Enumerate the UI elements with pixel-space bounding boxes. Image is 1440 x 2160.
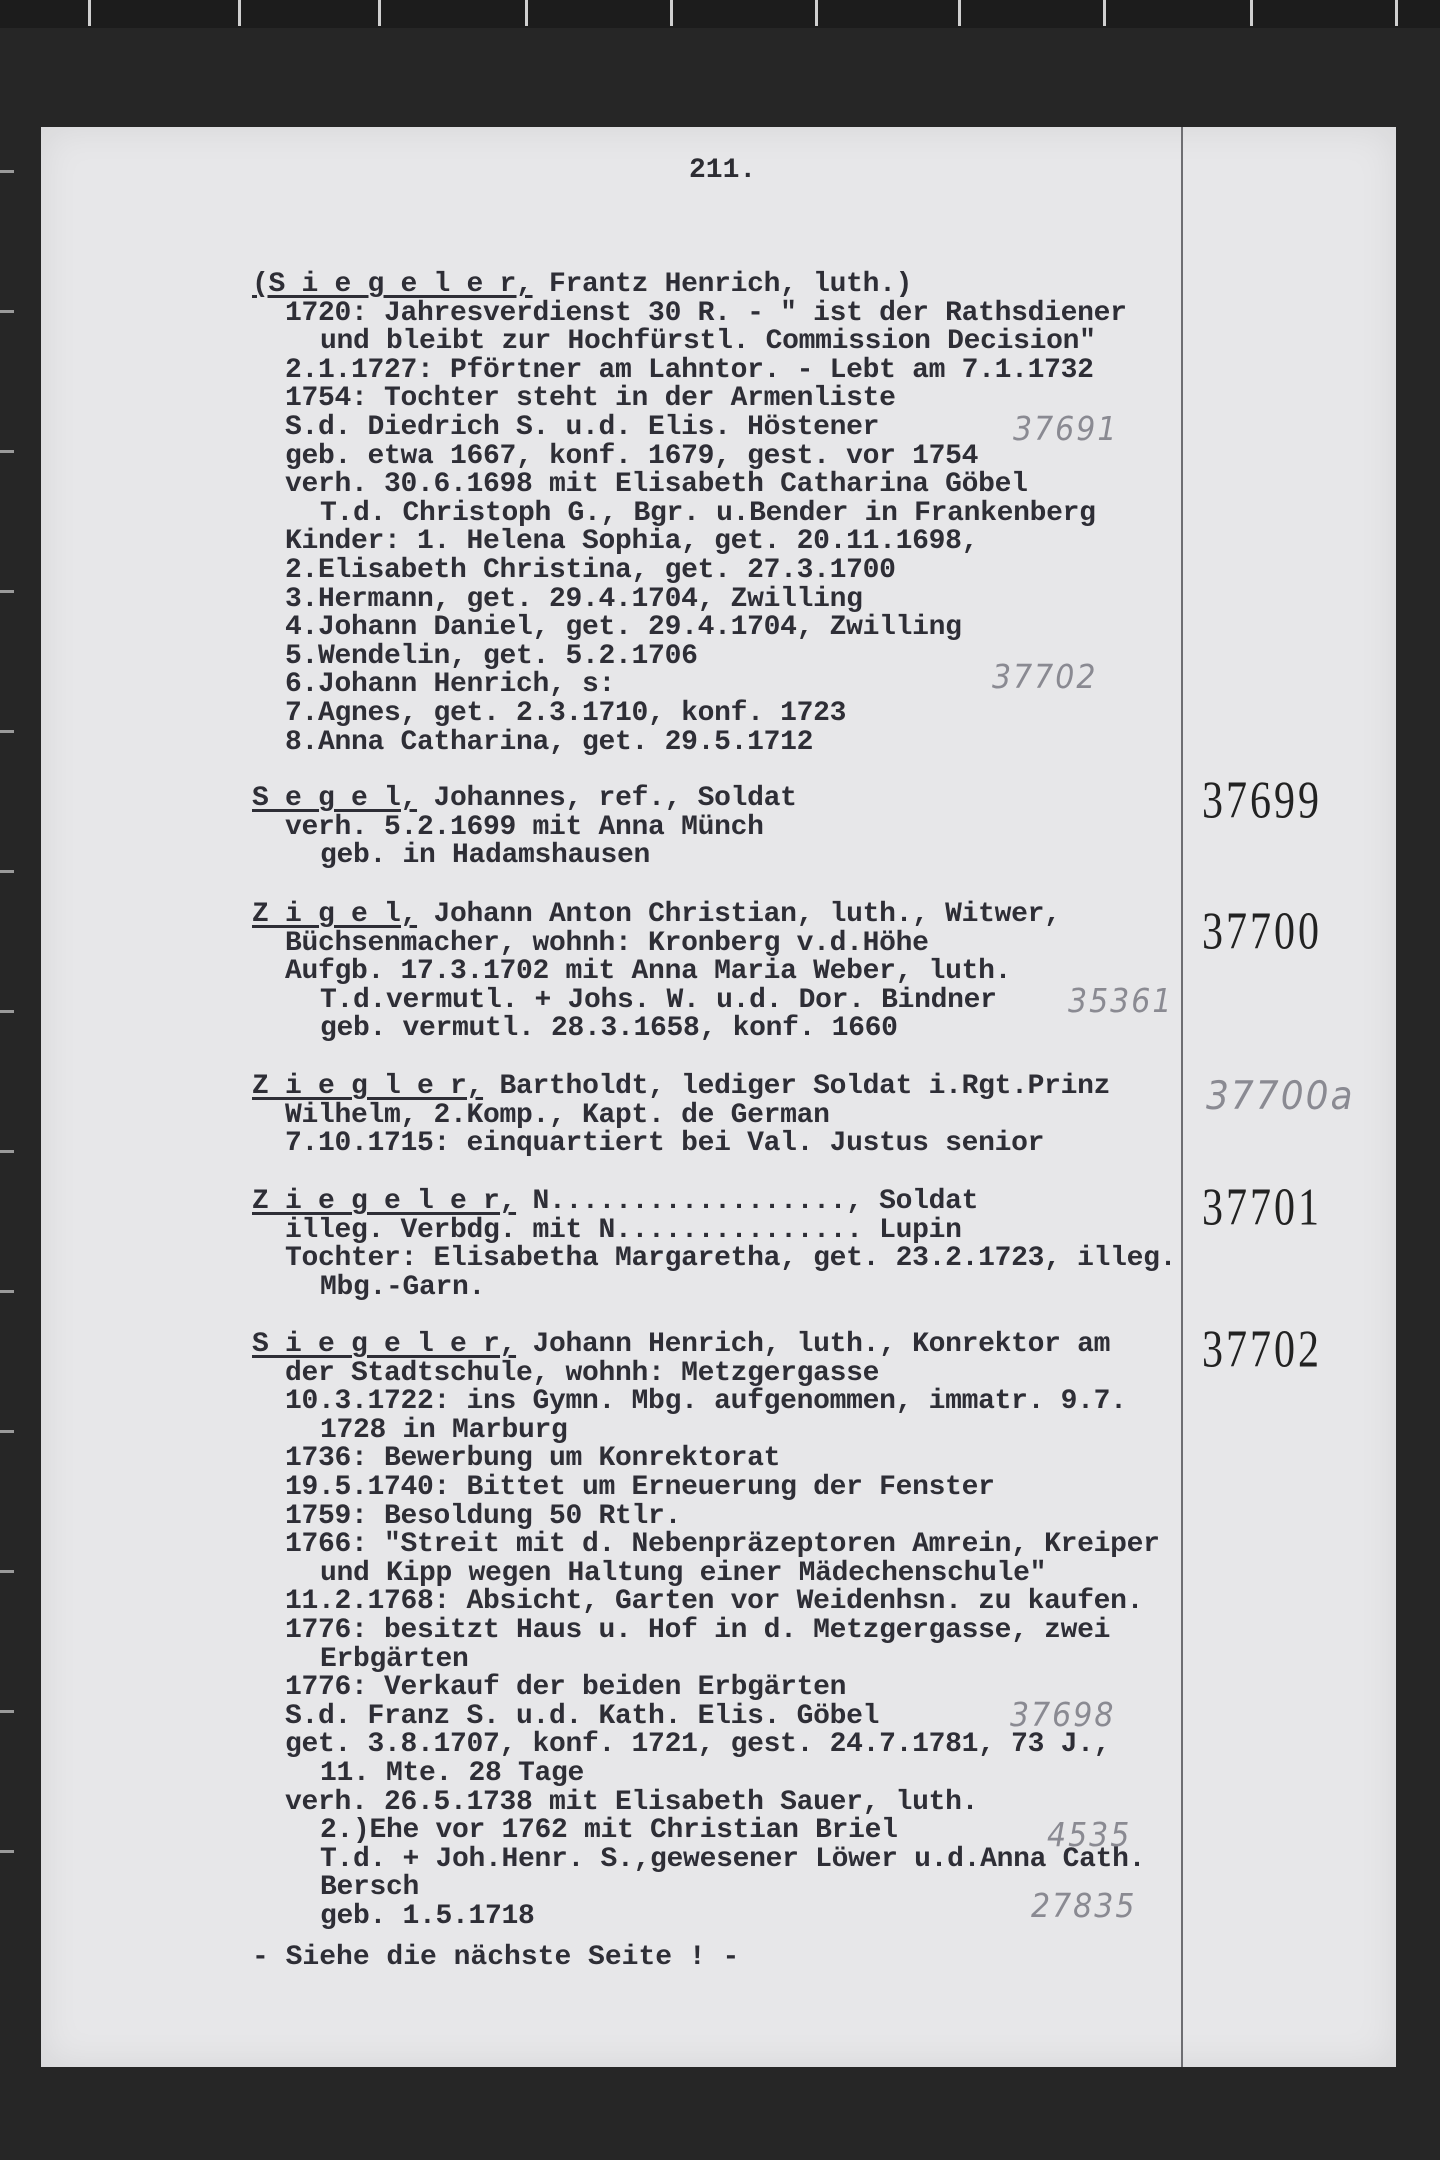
entry-line-text: Frantz Henrich, luth.) — [532, 269, 913, 300]
entry-line-text: geb. etwa 1667, konf. 1679, gest. vor 1754 — [285, 440, 979, 472]
entry-surname: Z i g e l, — [252, 899, 418, 930]
entry-line — [252, 385, 1127, 414]
entry-line-text: Mbg.-Garn. — [320, 1271, 486, 1303]
entry-line-text: 5.Wendelin, get. 5.2.1706 — [285, 640, 698, 672]
genealogy-entry — [252, 785, 797, 871]
entry-line — [252, 554, 1127, 586]
entry-line — [252, 1531, 1160, 1560]
entry-line — [252, 471, 1127, 500]
margin-number: 37701 — [1202, 1179, 1322, 1237]
entry-line — [252, 697, 1127, 729]
handwritten-note: 35361 — [1068, 982, 1174, 1021]
entry-line-text: 2.1.1727: Pförtner am Lahntor. - Lebt am 7.1.1732 — [285, 354, 1094, 386]
entry-line-text: Wilhelm, 2.Komp., Kapt. de German — [285, 1099, 830, 1131]
entry-line-text: und Kipp wegen Haltung einer Mädechenschule" — [320, 1557, 1047, 1589]
handwritten-note: 27835 — [1031, 1887, 1137, 1926]
entry-line-text: und bleibt zur Hochfürstl. Commission Decision" — [320, 326, 1096, 358]
entry-line-text: 8.Anna Catharina, get. 29.5.1712 — [285, 726, 814, 758]
entry-line — [252, 1388, 1160, 1417]
entry-line-text: 1759: Besoldung 50 Rtlr. — [285, 1500, 682, 1532]
document-page — [41, 127, 1396, 2067]
entry-line — [252, 984, 1061, 1016]
entry-line — [252, 328, 1127, 357]
page-number: 211. — [689, 155, 757, 186]
entry-line-text: 11.2.1768: Absicht, Garten vor Weidenhsn. zu kaufen. — [285, 1586, 1144, 1618]
margin-number: 37702 — [1202, 1321, 1322, 1379]
entry-line — [252, 901, 1061, 930]
entry-line — [252, 1188, 1176, 1217]
entry-line-text: Kinder: 1. Helena Sophia, get. 20.11.1698, — [285, 526, 979, 558]
entry-line — [252, 1874, 1160, 1903]
entry-line-text: Johann Anton Christian, luth., Witwer, — [417, 899, 1061, 930]
entry-line — [252, 842, 797, 871]
entry-line — [252, 811, 797, 843]
entry-line-text: 19.5.1740: Bittet um Erneuerung der Fenster — [285, 1471, 995, 1503]
entry-line — [252, 1900, 1160, 1932]
entry-surname: S e g e l, — [252, 783, 418, 814]
entry-line-text: 10.3.1722: ins Gymn. Mbg. aufgenommen, immatr. 9.7. — [285, 1386, 1127, 1418]
entry-line — [252, 297, 1127, 329]
entry-line — [252, 1757, 1160, 1789]
entry-line — [252, 1731, 1160, 1760]
entry-surname: S i e g e l e r, — [252, 1329, 517, 1360]
entry-line — [252, 1099, 1110, 1131]
entry-line — [252, 958, 1061, 987]
entry-line-text: Büchsenmacher, wohnh: Kronberg v.d.Höhe — [285, 927, 929, 959]
film-strip-top — [0, 0, 1440, 28]
entry-line-text: Johannes, ref., Soldat — [417, 783, 797, 814]
entry-line-text: geb. in Hadamshausen — [320, 840, 651, 872]
entry-line-text: 2.)Ehe vor 1762 mit Christian Briel — [320, 1815, 898, 1847]
entry-line — [252, 1445, 1160, 1474]
entry-line-text: T.d. Christoph G., Bgr. u.Bender in Frankenberg — [320, 497, 1096, 529]
entry-line — [252, 440, 1127, 472]
entry-line — [252, 726, 1127, 758]
margin-rule — [1181, 127, 1183, 2067]
entry-line — [252, 1643, 1160, 1675]
genealogy-entry — [252, 1331, 1160, 1931]
entry-line — [252, 1471, 1160, 1503]
handwritten-note: 37698 — [1010, 1696, 1116, 1735]
entry-line — [252, 1843, 1160, 1875]
entry-line-text: T.d. + Joh.Henr. S.,gewesener Löwer u.d.Anna Cath. — [320, 1843, 1146, 1875]
entry-line-text: 1720: Jahresverdienst 30 R. - " ist der Rathsdiener — [285, 297, 1127, 329]
film-strip-left — [0, 130, 16, 2030]
entry-line-text: geb. vermutl. 28.3.1658, konf. 1660 — [320, 1013, 898, 1045]
entry-line — [252, 927, 1061, 959]
entry-line-text: S.d. Diedrich S. u.d. Elis. Höstener — [285, 411, 880, 443]
handwritten-note: 37691 — [1013, 410, 1119, 449]
entry-line — [252, 497, 1127, 529]
entry-line-text: Aufgb. 17.3.1702 mit Anna Maria Weber, luth. — [285, 956, 1012, 988]
entry-line-text: Bartholdt, lediger Soldat i.Rgt.Prinz — [483, 1071, 1111, 1102]
entry-line-text: 1728 in Marburg — [320, 1414, 568, 1446]
genealogy-entry — [252, 1188, 1176, 1302]
entry-line-text: 1736: Bewerbung um Konrektorat — [285, 1443, 781, 1475]
genealogy-entry — [252, 901, 1061, 1044]
entry-line-text: 7.10.1715: einquartiert bei Val. Justus senior — [285, 1128, 1045, 1160]
entry-line — [252, 1500, 1160, 1532]
entry-line — [252, 528, 1127, 557]
continuation-note: - Siehe die nächste Seite ! - — [252, 1942, 740, 1973]
entry-line — [252, 785, 797, 814]
entry-line — [252, 1414, 1160, 1446]
entry-line-text: verh. 30.6.1698 mit Elisabeth Catharina Göbel — [285, 469, 1028, 501]
entry-line — [252, 271, 1127, 300]
entry-line-text: 6.Johann Henrich, s: — [285, 669, 616, 701]
entry-line-text: illeg. Verbdg. mit N............... Lupin — [285, 1214, 962, 1246]
entry-line-text: Tochter: Elisabetha Margaretha, get. 23.2.1723, illeg. — [285, 1243, 1177, 1275]
entry-line-text: Johann Henrich, luth., Konrektor am — [516, 1329, 1111, 1360]
entry-line — [252, 1245, 1176, 1274]
entry-line — [252, 1130, 1110, 1159]
entry-line-text: 1754: Tochter steht in der Armenliste — [285, 383, 896, 415]
entry-line-text: get. 3.8.1707, konf. 1721, gest. 24.7.1781, 73 J., — [285, 1729, 1111, 1761]
entry-surname: Z i e g e l e r, — [252, 1186, 517, 1217]
entry-line-text: 4.Johann Daniel, get. 29.4.1704, Zwilling — [285, 612, 962, 644]
entry-line-text: 11. Mte. 28 Tage — [320, 1757, 585, 1789]
entry-line — [252, 1271, 1176, 1303]
entry-line — [252, 411, 1127, 443]
entry-line-text: N.................., Soldat — [516, 1186, 979, 1217]
entry-line-text: 3.Hermann, get. 29.4.1704, Zwilling — [285, 583, 863, 615]
entry-line — [252, 1786, 1160, 1818]
entry-line — [252, 1357, 1160, 1389]
entry-line — [252, 1214, 1176, 1246]
entry-line — [252, 1614, 1160, 1646]
entry-surname: (S i e g e l e r, — [252, 269, 533, 300]
entry-line-text: 2.Elisabeth Christina, get. 27.3.1700 — [285, 554, 896, 586]
handwritten-note: 37702 — [992, 658, 1098, 697]
entry-line — [252, 583, 1127, 615]
entry-line — [252, 1073, 1110, 1102]
entry-line-text: verh. 5.2.1699 mit Anna Münch — [285, 811, 764, 843]
entry-line — [252, 1331, 1160, 1360]
entry-line-text: der Stadtschule, wohnh: Metzgergasse — [285, 1357, 880, 1389]
handwritten-note: 37700a — [1206, 1073, 1355, 1119]
entry-line — [252, 1557, 1160, 1589]
entry-line — [252, 614, 1127, 643]
entry-line — [252, 1588, 1160, 1617]
entry-line — [252, 1015, 1061, 1044]
entry-line-text: 1766: "Streit mit d. Nebenpräzeptoren Amrein, Kreiper — [285, 1529, 1160, 1561]
entry-line-text: Bersch — [320, 1872, 420, 1904]
entry-line-text: S.d. Franz S. u.d. Kath. Elis. Göbel — [285, 1700, 880, 1732]
margin-number: 37699 — [1202, 772, 1322, 830]
entry-line-text: geb. 1.5.1718 — [320, 1900, 535, 1932]
entry-line — [252, 1817, 1160, 1846]
entry-line-text: Erbgärten — [320, 1643, 469, 1675]
entry-line-text: 7.Agnes, get. 2.3.1710, konf. 1723 — [285, 697, 847, 729]
entry-surname: Z i e g l e r, — [252, 1071, 484, 1102]
margin-number: 37700 — [1202, 903, 1322, 961]
entry-line — [252, 354, 1127, 386]
entry-line-text: verh. 26.5.1738 mit Elisabeth Sauer, luth. — [285, 1786, 979, 1818]
handwritten-note: 4535 — [1047, 1816, 1132, 1855]
entry-line-text: 1776: besitzt Haus u. Hof in d. Metzgergasse, zwei — [285, 1614, 1111, 1646]
entry-line-text: 1776: Verkauf der beiden Erbgärten — [285, 1672, 847, 1704]
genealogy-entry — [252, 1073, 1110, 1159]
entry-line-text: T.d.vermutl. + Johs. W. u.d. Dor. Bindner — [320, 984, 997, 1016]
